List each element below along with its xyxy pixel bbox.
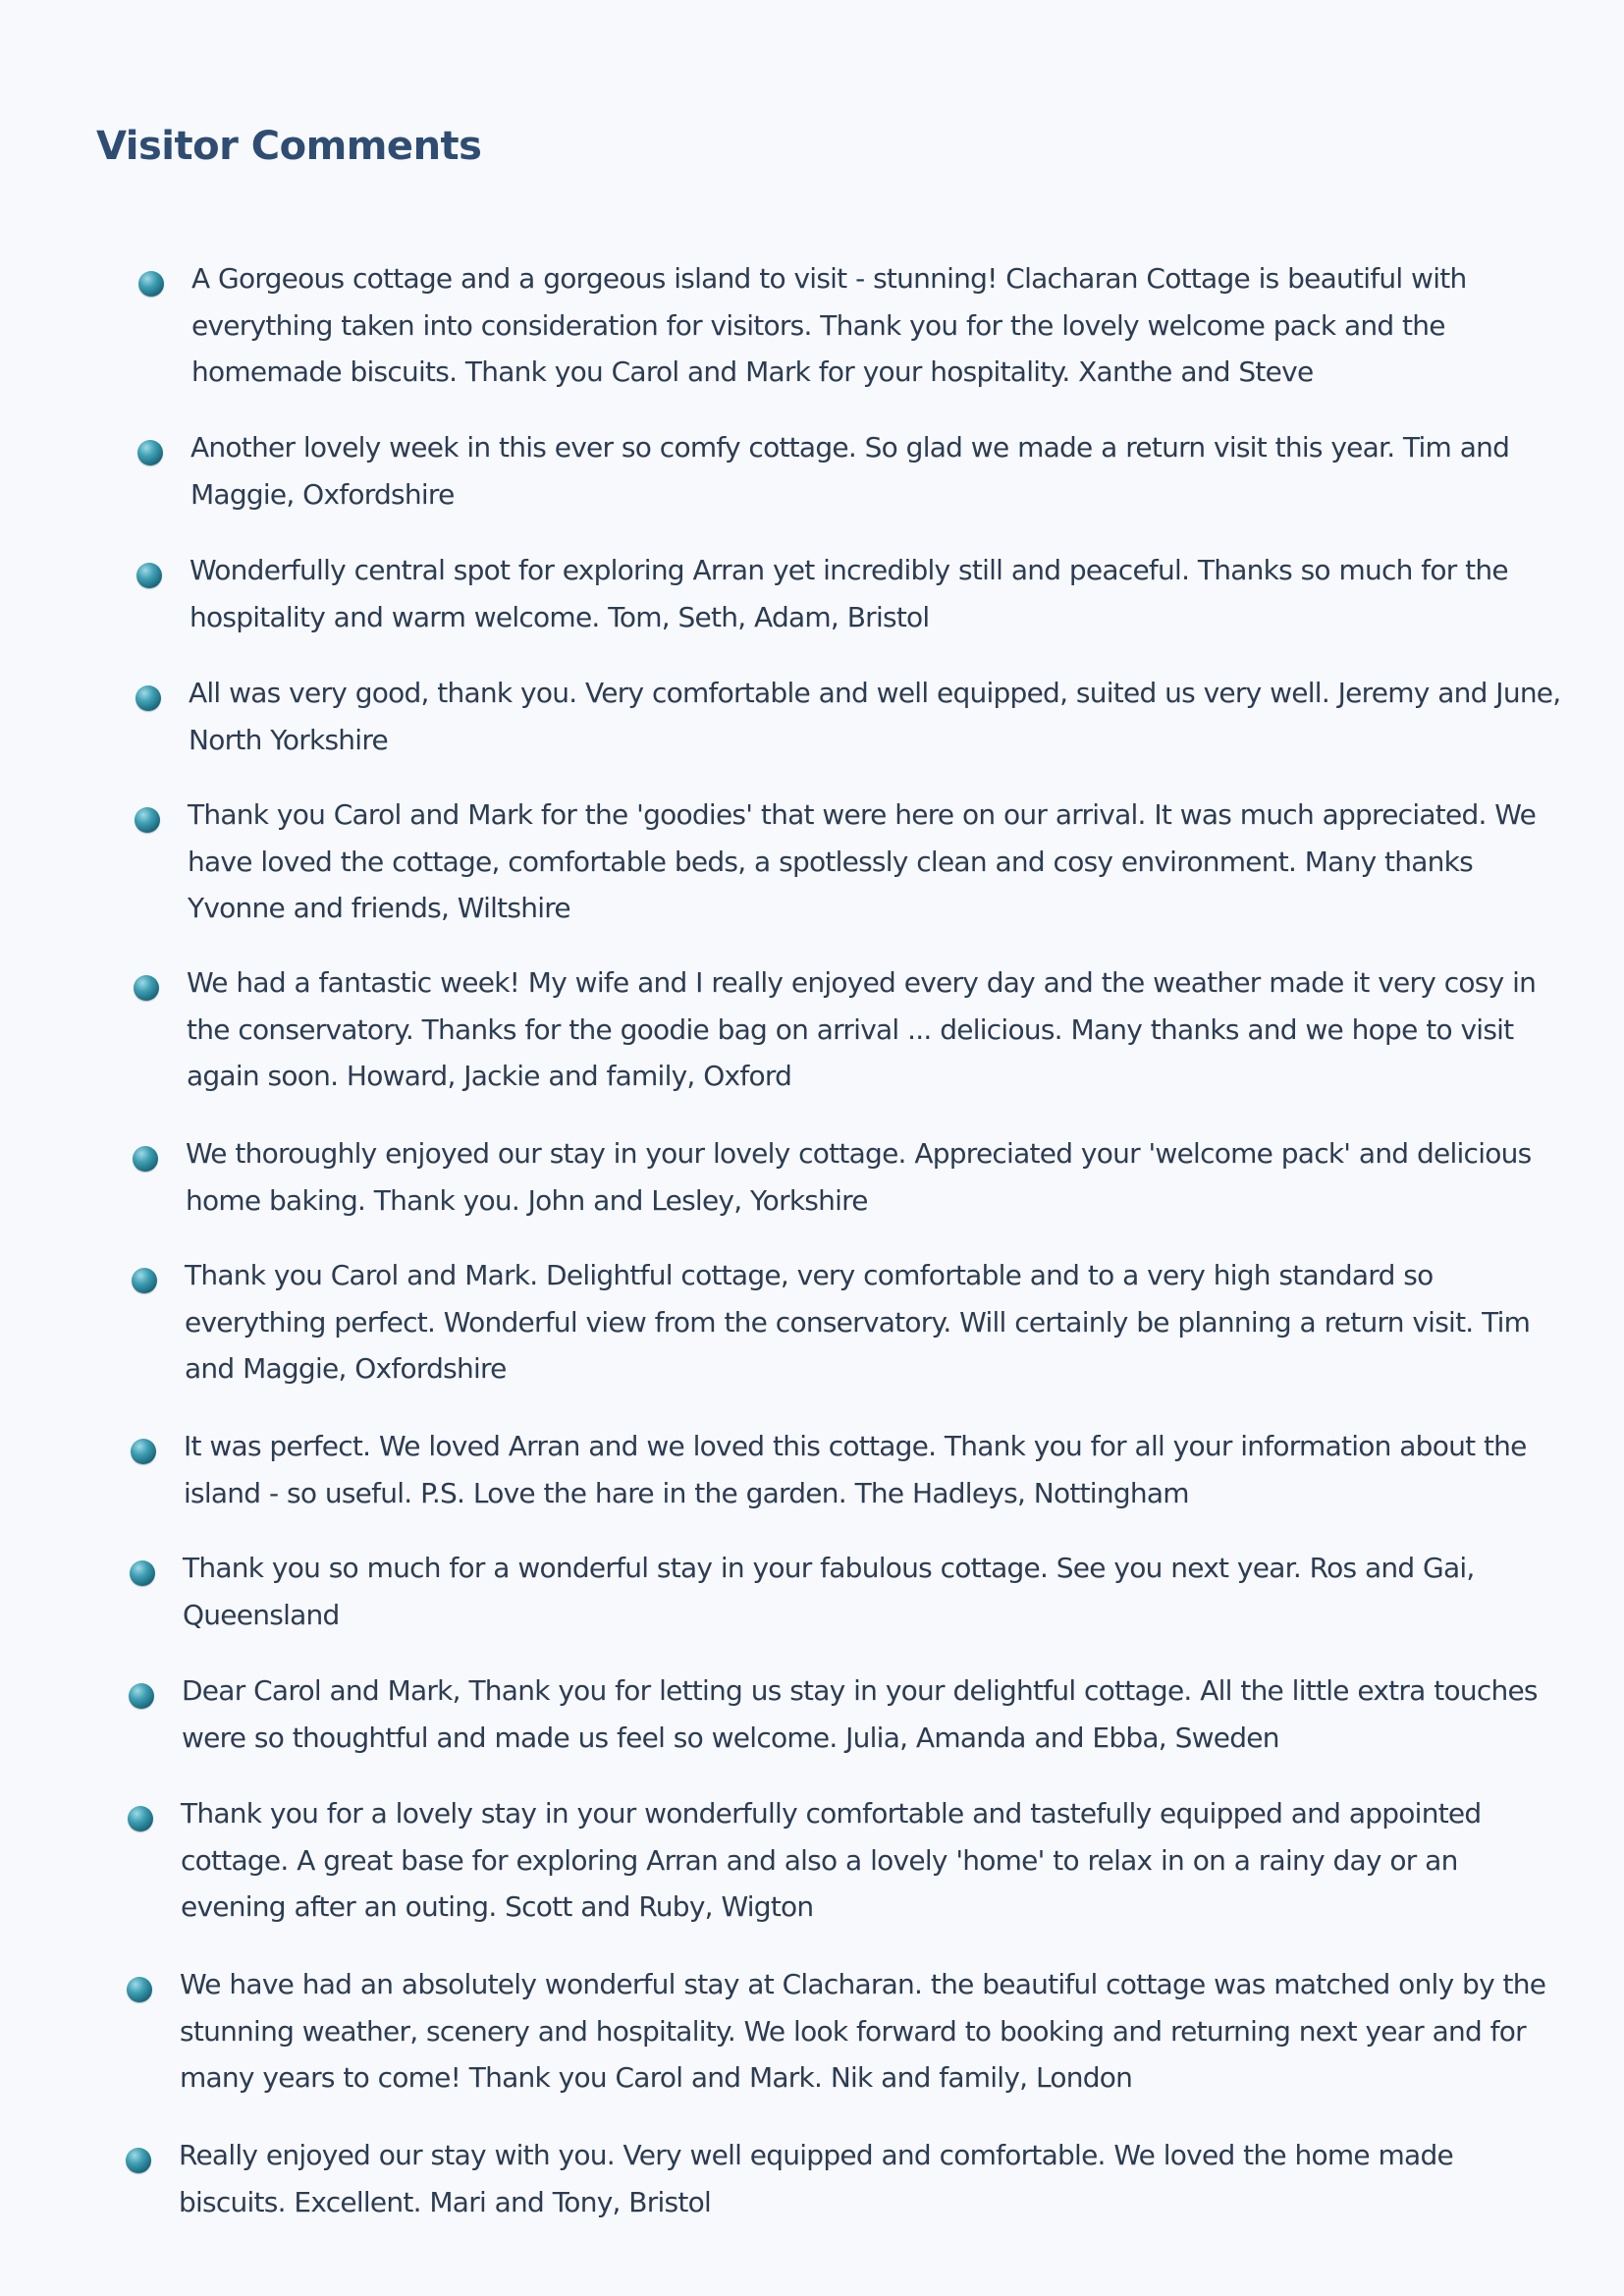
comment-text: Thank you Carol and Mark for the 'goodies' that were here on our arrival. It was much appreciated. We have loved the cottage, comfortable beds, a spotlessly clean and cosy environment. Many thanks Yvonne and friends, Wiltshire [188,798,1537,924]
comment-item [138,264,1566,405]
page-title: Visitor Comments [96,124,482,169]
comment-text: We had a fantastic week! My wife and I really enjoyed every day and the weather made it very cosy in the conservatory. Thanks for the goodie bag on arrival ... delicious. Many thanks and we hope to visit again soon. Howard, Jackie and family, Oxford [187,966,1537,1092]
comment-item [135,800,1562,941]
comment-item [126,2141,1553,2234]
comment-item [132,1261,1559,1401]
comment-item [131,1432,1558,1525]
comment-item [133,1139,1560,1232]
teal-sphere-bullet-icon [132,1268,157,1293]
comment-text: Really enjoyed our stay with you. Very well equipped and comfortable. We loved the home made biscuits. Excellent. Mari and Tony, Bristol [179,2139,1453,2218]
comment-item [129,1676,1556,1770]
teal-sphere-bullet-icon [136,563,162,588]
teal-sphere-bullet-icon [135,685,161,711]
comment-item [130,1554,1557,1647]
comment-item [137,433,1565,526]
teal-sphere-bullet-icon [134,975,159,1001]
comment-text: Thank you so much for a wonderful stay in your fabulous cottage. See you next year. Ros and Gai, Queensland [183,1552,1475,1631]
comment-text: Wonderfully central spot for exploring Arran yet incredibly still and peaceful. Thanks so much for the hospitality and warm welcome. Tom, Seth, Adam, Bristol [189,554,1508,633]
teal-sphere-bullet-icon [126,2148,151,2173]
teal-sphere-bullet-icon [137,440,163,465]
comment-item [127,1970,1554,2110]
comment-item [134,968,1561,1109]
comment-text: Thank you Carol and Mark. Delightful cottage, very comfortable and to a very high standard so everything perfect. Wonderful view from the conservatory. Will certainly be planning a return visit. Tim and Maggie, Oxfordshire [185,1259,1531,1385]
comment-text: We thoroughly enjoyed our stay in your lovely cottage. Appreciated your 'welcome pack' and delicious home baking. Thank you. John and Lesley, Yorkshire [186,1137,1532,1217]
teal-sphere-bullet-icon [130,1560,155,1586]
comment-text: Another lovely week in this ever so comfy cottage. So glad we made a return visit this year. Tim and Maggie, Oxfordshire [190,431,1510,511]
teal-sphere-bullet-icon [127,1977,152,2002]
teal-sphere-bullet-icon [128,1806,153,1831]
comment-item [128,1799,1555,1940]
comment-text: Dear Carol and Mark, Thank you for letting us stay in your delightful cottage. All the little extra touches were so thoughtful and made us feel so welcome. Julia, Amanda and Ebba, Sweden [182,1674,1538,1754]
comment-text: We have had an absolutely wonderful stay at Clacharan. the beautiful cottage was matched only by the stunning weather, scenery and hospitality. We look forward to booking and returning next year and for many years to come! Thank you Carol and Mark. Nik and family, London [180,1968,1546,2094]
comment-text: Thank you for a lovely stay in your wonderfully comfortable and tastefully equipped and appointed cottage. A great base for exploring Arran and also a lovely 'home' to relax in on a rainy day or an evening after an outing. Scott and Ruby, Wigton [181,1797,1482,1923]
teal-sphere-bullet-icon [135,807,160,833]
comment-item [135,679,1563,772]
comment-text: All was very good, thank you. Very comfortable and well equipped, suited us very well. Jeremy and June, North Yorkshire [189,677,1561,756]
comment-text: A Gorgeous cottage and a gorgeous island to visit - stunning! Clacharan Cottage is beautiful with everything taken into consideration for visitors. Thank you for the lovely welcome pack and the homemade biscuits. Thank you Carol and Mark for your hospitality. Xanthe and Steve [191,262,1467,388]
teal-sphere-bullet-icon [133,1146,158,1172]
teal-sphere-bullet-icon [129,1683,154,1709]
teal-sphere-bullet-icon [131,1439,156,1464]
teal-sphere-bullet-icon [138,271,164,297]
comment-item [136,556,1564,649]
comment-text: It was perfect. We loved Arran and we loved this cottage. Thank you for all your information about the island - so useful. P.S. Love the hare in the garden. The Hadleys, Nottingham [184,1430,1527,1509]
